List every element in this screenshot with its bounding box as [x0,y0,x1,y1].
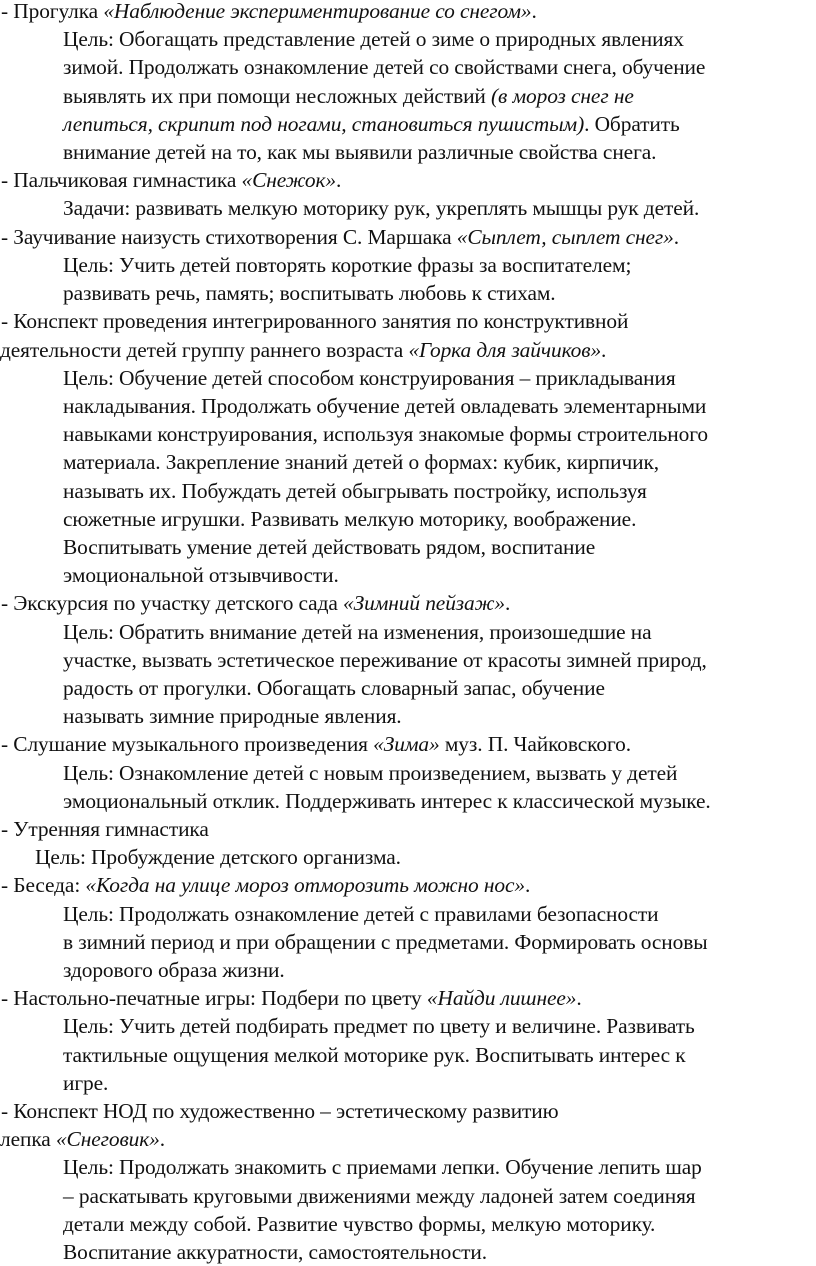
text-line [63,393,706,420]
text-line [0,1126,165,1153]
text: . [576,986,582,1011]
text-line [63,1239,487,1266]
item-construct-goal [63,365,676,392]
italic-title: «Найди лишнее» [426,986,577,1011]
text: Цель: Пробуждение детского организма. [35,845,401,870]
text: называть их. Побуждать детей обыгрывать постройку, используя [63,478,647,503]
text-line [63,929,708,956]
text: эмоциональный отклик. Поддерживать интерес к классической музыке. [63,788,711,813]
text: . [531,0,537,23]
item-modeling-title [1,1098,559,1125]
text: участке, вызвать эстетическое переживание от красоты зимней природ, [63,647,707,672]
text: - Заучивание наизусть стихотворения С. Маршака [1,224,457,249]
text: . [159,1127,165,1152]
item-construct-title [1,308,628,335]
text: - Настольно-печатные игры: Подбери по цвету [1,986,427,1011]
text: Цель: Учить детей подбирать предмет по цвету и величине. Развивать [63,1014,695,1039]
item-morning-gym-goal [35,844,401,871]
text-line [63,703,402,730]
text: - Прогулка [1,0,104,23]
italic-title: «Зима» [373,732,440,757]
item-poem-title [1,224,679,251]
text-line [63,54,705,81]
text-line [63,1211,655,1238]
text: . [524,873,531,898]
italic-title: «Снеговик» [55,1127,160,1152]
text: Воспитание аккуратности, самостоятельности. [63,1240,488,1264]
item-walk-title [1,0,537,25]
text-line [63,478,647,505]
item-modeling-goal [63,1154,702,1181]
text: Цель: Ознакомление детей с новым произведением, вызвать у детей [63,760,678,785]
text-line [63,83,634,110]
text: – раскатывать круговыми движениями между ладоней затем соединяя [63,1183,696,1208]
text: Цель: Продолжать ознакомление детей с правилами безопасности [63,901,659,926]
text-line [63,788,711,815]
text-line [63,1070,108,1097]
text: - Конспект проведения интегрированного занятия по конструктивной [1,309,629,334]
italic-title: «Наблюдение экспериментирование со снегом» [103,0,532,23]
italic-title: «Горка для зайчиков» [408,337,602,362]
text: зимой. Продолжать ознакомление детей со свойствами снега, обучение [63,55,706,80]
text: . Обратить [584,111,680,136]
item-music-goal [63,760,677,787]
text: называть зимние природные явления. [63,704,402,729]
text-line [63,139,656,166]
text: Цель: Продолжать знакомить с приемами лепки. Обучение лепить шар [63,1155,702,1180]
text: Воспитывать умение детей действовать рядом, воспитание [63,534,596,559]
item-talk-goal [63,901,658,928]
italic-text: лепиться, скрипит под ногами, становиться пушистым) [63,111,585,136]
item-morning-gym-title [1,816,209,843]
item-board-games-goal [63,1013,695,1040]
item-excursion-goal [63,619,651,646]
italic-title: «Зимний пейзаж» [343,591,506,616]
text: лепка [0,1127,56,1152]
text: навыками конструирования, используя знакомые формы строительного [63,422,708,447]
text: - Беседа: [1,873,86,898]
text: материала. Закрепление знаний детей о формах: кубик, кирпичик, [63,450,660,475]
item-talk-title [1,872,530,899]
text-line [63,957,285,984]
text: накладывания. Продолжать обучение детей овладевать элементарными [63,393,707,418]
text-line [63,506,636,533]
item-finger-gym-title [1,167,341,194]
text: эмоциональной отзывчивости. [63,563,339,588]
text: Цель: Обучение детей способом конструирования – прикладывания [63,365,676,390]
text: внимание детей на то, как мы выявили различные свойства снега. [63,140,657,164]
text: муз. П. Чайковского. [439,732,631,757]
text-line [0,337,606,364]
text: радость от прогулки. Обогащать словарный запас, обучение [63,675,605,700]
text: . [505,591,511,616]
text: . [673,224,680,249]
text: Цель: Обратить внимание детей на изменения, произошедшие на [63,619,652,644]
text: Задачи: развивать мелкую моторику рук, укреплять мышцы рук детей. [63,196,700,221]
text: тактильные ощущения мелкой моторике рук. Воспитывать интерес к [63,1042,686,1067]
italic-title: «Когда на улице мороз отморозить можно нос» [85,873,525,898]
italic-text: (в мороз снег не [491,83,634,108]
text: - Конспект НОД по художественно – эстетическому развитию [1,1099,559,1123]
text: - Слушание музыкального произведения [1,732,374,757]
text: - Экскурсия по участку детского сада [1,591,344,616]
item-poem-goal [63,252,631,279]
text-line [63,675,605,702]
text-line [63,534,595,561]
item-finger-gym-goal [63,195,699,222]
text: . [601,337,607,362]
italic-title: «Снежок» [241,168,337,193]
text-line [63,1183,696,1210]
text: . [336,168,342,193]
text-line [63,1042,686,1069]
text-line [63,111,680,138]
text-line [63,449,659,476]
text: Цель: Обогащать представление детей о зиме о природных явлениях [63,27,684,52]
text: развивать речь, память; воспитывать любовь к стихам. [63,281,556,305]
item-board-games-title [1,985,582,1012]
italic-title: «Сыплет, сыплет снег» [456,224,674,249]
text: сюжетные игрушки. Развивать мелкую моторику, воображение. [63,506,637,531]
text: выявлять их при помощи несложных действий [63,83,492,108]
text: в зимний период и при обращении с предметами. Формировать основы [63,929,708,954]
text-line [63,647,707,674]
text-line [63,562,339,589]
text-line [63,280,556,307]
text-line [63,421,708,448]
text: деятельности детей группу раннего возраста [0,337,409,362]
text: Цель: Учить детей повторять короткие фразы за воспитателем; [63,252,632,277]
item-music-title [1,731,631,758]
text: здорового образа жизни. [63,958,285,982]
item-excursion-title [1,590,510,617]
text: детали между собой. Развитие чувство формы, мелкую моторику. [63,1211,656,1236]
text: игре. [63,1070,109,1095]
text: - Утренняя гимнастика [1,816,209,841]
item-walk-goal [63,26,684,53]
text: - Пальчиковая гимнастика [1,168,242,193]
